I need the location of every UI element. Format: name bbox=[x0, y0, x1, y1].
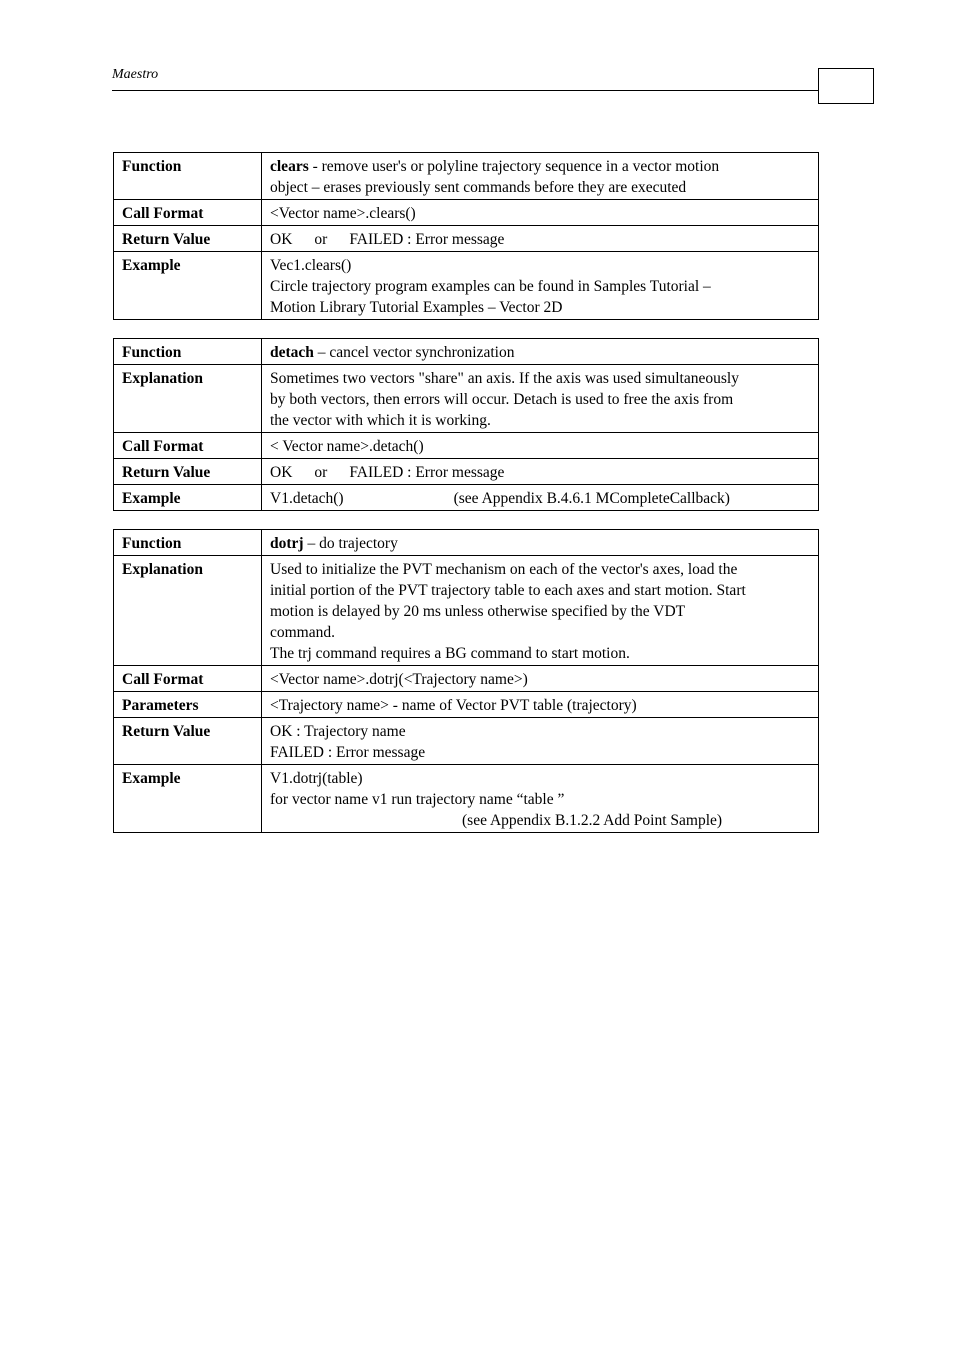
row-value: OK or FAILED : Error message bbox=[262, 459, 819, 485]
row-label: Example bbox=[114, 252, 262, 320]
row-label: Call Format bbox=[114, 200, 262, 226]
row-label: Return Value bbox=[114, 718, 262, 765]
table-row bbox=[114, 459, 819, 485]
row-label: Return Value bbox=[114, 226, 262, 252]
row-label: Return Value bbox=[114, 459, 262, 485]
row-value: Vec1.clears() Circle trajectory program examples can be found in Samples Tutorial – Motion Library Tutorial Examples – Vector 2D bbox=[262, 252, 819, 320]
row-label: Explanation bbox=[114, 556, 262, 666]
row-value: V1.detach() (see Appendix B.4.6.1 MCompleteCallback) bbox=[262, 485, 819, 511]
row-label: Call Format bbox=[114, 433, 262, 459]
page-number-box bbox=[818, 68, 874, 104]
row-value: Used to initialize the PVT mechanism on each of the vector's axes, load the initial portion of the PVT trajectory table to each axes and start motion. Start motion is delayed by 20 ms unless otherwise specified by the VDT command. The trj command requires a BG command to start motion. bbox=[262, 556, 819, 666]
row-value: OK : Trajectory name FAILED : Error message bbox=[262, 718, 819, 765]
table-row bbox=[114, 556, 819, 666]
row-label: Parameters bbox=[114, 692, 262, 718]
row-label: Example bbox=[114, 485, 262, 511]
table-row bbox=[114, 365, 819, 433]
table-row bbox=[114, 718, 819, 765]
table-row bbox=[114, 226, 819, 252]
function-name: dotrj bbox=[270, 535, 304, 552]
table-row bbox=[114, 433, 819, 459]
row-value: < Vector name>.detach() bbox=[262, 433, 819, 459]
row-value: <Trajectory name> - name of Vector PVT table (trajectory) bbox=[262, 692, 819, 718]
table-row bbox=[114, 153, 819, 200]
table-row bbox=[114, 765, 819, 833]
table-row bbox=[114, 692, 819, 718]
row-label: Function bbox=[114, 153, 262, 200]
row-value: dotrj – do trajectory bbox=[262, 530, 819, 556]
row-label: Function bbox=[114, 339, 262, 365]
dotrj-spec-table bbox=[113, 529, 819, 833]
row-value: V1.dotrj(table) for vector name v1 run trajectory name “table ” (see Appendix B.1.2.2 Add Point Sample) bbox=[262, 765, 819, 833]
row-value: <Vector name>.dotrj(<Trajectory name>) bbox=[262, 666, 819, 692]
function-name: detach bbox=[270, 344, 314, 361]
detach-spec-table bbox=[113, 338, 819, 511]
header-rule bbox=[112, 90, 819, 91]
function-name: clears bbox=[270, 158, 309, 175]
table-row bbox=[114, 666, 819, 692]
appendix-reference: (see Appendix B.1.2.2 Add Point Sample) bbox=[462, 812, 723, 829]
table-row bbox=[114, 252, 819, 320]
appendix-reference: (see Appendix B.4.6.1 MCompleteCallback) bbox=[453, 490, 730, 507]
row-value: Sometimes two vectors "share" an axis. If the axis was used simultaneously by both vectors, then errors will occur. Detach is used to free the axis from the vector with which it is working. bbox=[262, 365, 819, 433]
row-label: Example bbox=[114, 765, 262, 833]
table-row bbox=[114, 485, 819, 511]
table-row bbox=[114, 200, 819, 226]
table-row bbox=[114, 530, 819, 556]
table-row bbox=[114, 339, 819, 365]
row-label: Explanation bbox=[114, 365, 262, 433]
row-value: clears - remove user's or polyline trajectory sequence in a vector motion object – erases previously sent commands before they are executed bbox=[262, 153, 819, 200]
clears-spec-table bbox=[113, 152, 819, 320]
running-header-title: Maestro bbox=[112, 67, 159, 82]
row-value: detach – cancel vector synchronization bbox=[262, 339, 819, 365]
row-label: Call Format bbox=[114, 666, 262, 692]
row-label: Function bbox=[114, 530, 262, 556]
row-value: OK or FAILED : Error message bbox=[262, 226, 819, 252]
row-value: <Vector name>.clears() bbox=[262, 200, 819, 226]
